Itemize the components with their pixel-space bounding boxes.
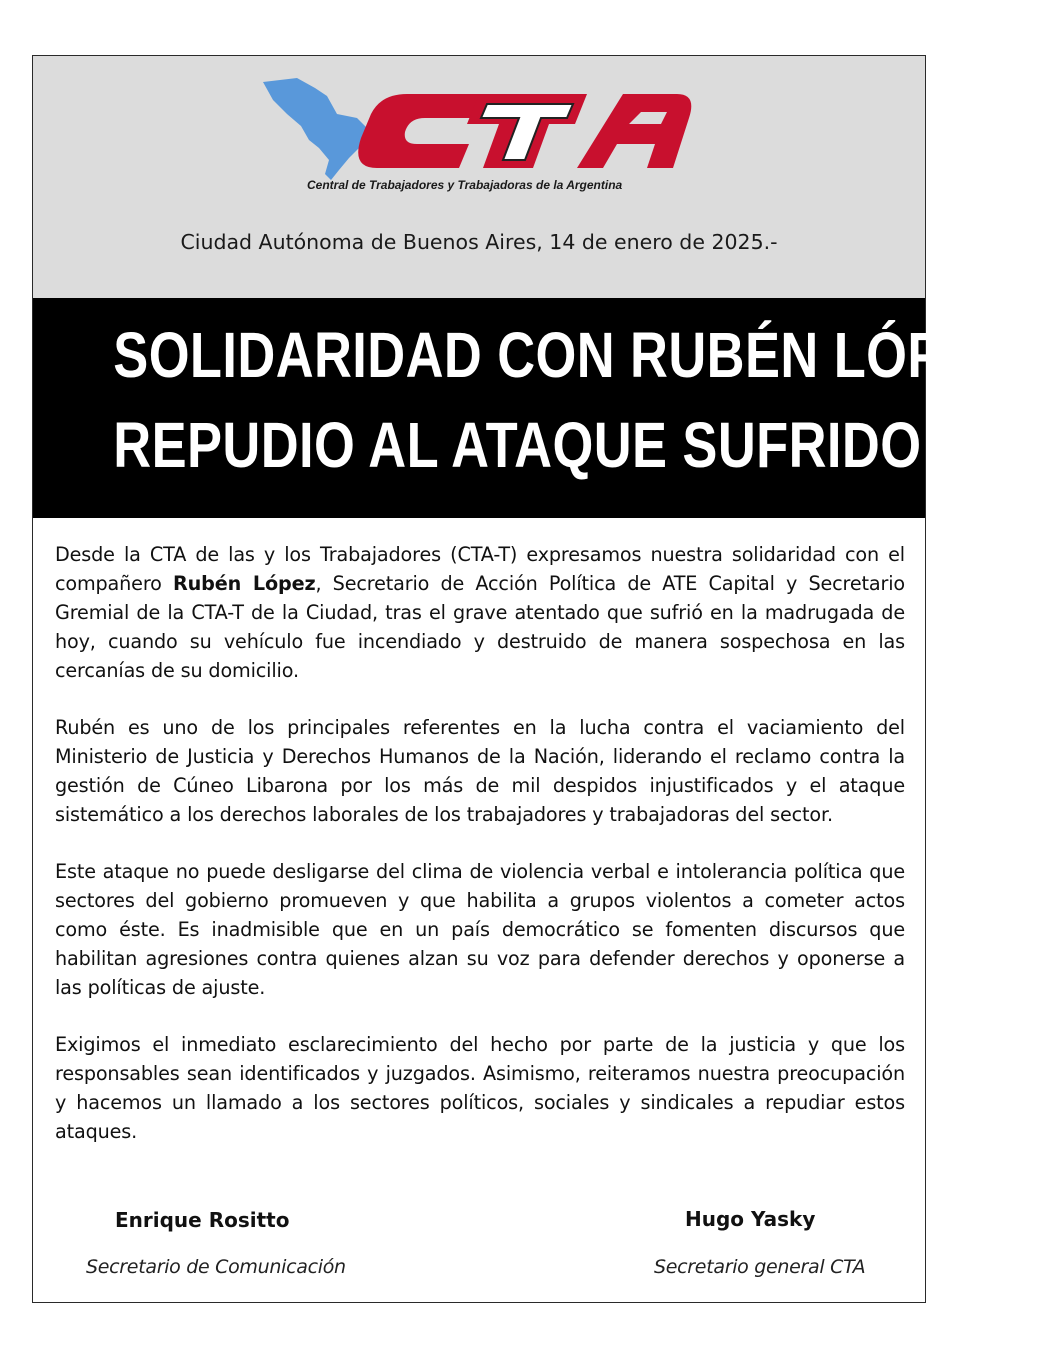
- signature-role-left: Secretario de Comunicación: [86, 1256, 346, 1278]
- statement-body: [55, 540, 905, 1174]
- document-frame: [32, 55, 1060, 1303]
- signature-name-right: Hugo Yasky: [685, 1207, 816, 1231]
- logo-subtitle: Central de Trabajadores y Trabajadoras de la Argentina: [307, 178, 623, 192]
- page-title: [113, 310, 1060, 490]
- signature-role-right: Secretario general CTA: [654, 1256, 866, 1278]
- title-line-1: SOLIDARIDAD CON RUBÉN LÓPEZ Y: [113, 319, 1060, 391]
- latin-america-map-icon: [263, 78, 369, 180]
- cta-logo: [257, 74, 697, 202]
- paragraph-3: Este ataque no puede desligarse del clima de violencia verbal e intolerancia política que sectores del gobierno promueven y que habilita a grupos violentos a cometer actos como éste. Es inadmisible que en un país democrático se fomenten discursos que habilitan agresiones contra quienes alzan su voz para defender derechos y oponerse a las políticas de ajuste.: [55, 860, 905, 999]
- highlighted-name: Rubén López: [172, 572, 316, 595]
- date-line: Ciudad Autónoma de Buenos Aires, 14 de enero de 2025.-: [180, 230, 778, 254]
- cta-logo-graphic: [257, 74, 697, 184]
- logo-letter-a: [577, 94, 691, 168]
- title-line-2: REPUDIO AL ATAQUE SUFRIDO: [113, 409, 922, 481]
- logo-letter-c: [358, 94, 489, 168]
- paragraph-2: Rubén es uno de los principales referentes en la lucha contra el vaciamiento del Ministerio de Justicia y Derechos Humanos de la Nación, liderando el reclamo contra la gestión de Cúneo Libarona por los más de mil despidos injustificados y el ataque sistemático a los derechos laborales de los trabajadores y trabajadoras del sector.: [55, 716, 905, 826]
- paragraph-4: Exigimos el inmediato esclarecimiento del hecho por parte de la justicia y que los responsables sean identificados y juzgados. Asimismo, reiteramos nuestra preocupación y hacemos un llamado a los sectores políticos, sociales y sindicales a repudiar estos ataques.: [55, 1033, 905, 1143]
- header-band: [33, 56, 925, 298]
- title-band: [33, 298, 1060, 518]
- paragraph-1: Desde la CTA de las y los Trabajadores (CTA-T) expresamos nuestra solidaridad con el compañero Rubén López, Secretario de Acción Política de ATE Capital y Secretario Gremial de la CTA-T de la Ciudad, tras el grave atentado que sufrió en la madrugada de hoy, cuando su vehículo fue incendiado y destruido de manera sospechosa en las cercanías de su domicilio.: [55, 543, 905, 682]
- signature-name-left: Enrique Rositto: [115, 1208, 290, 1232]
